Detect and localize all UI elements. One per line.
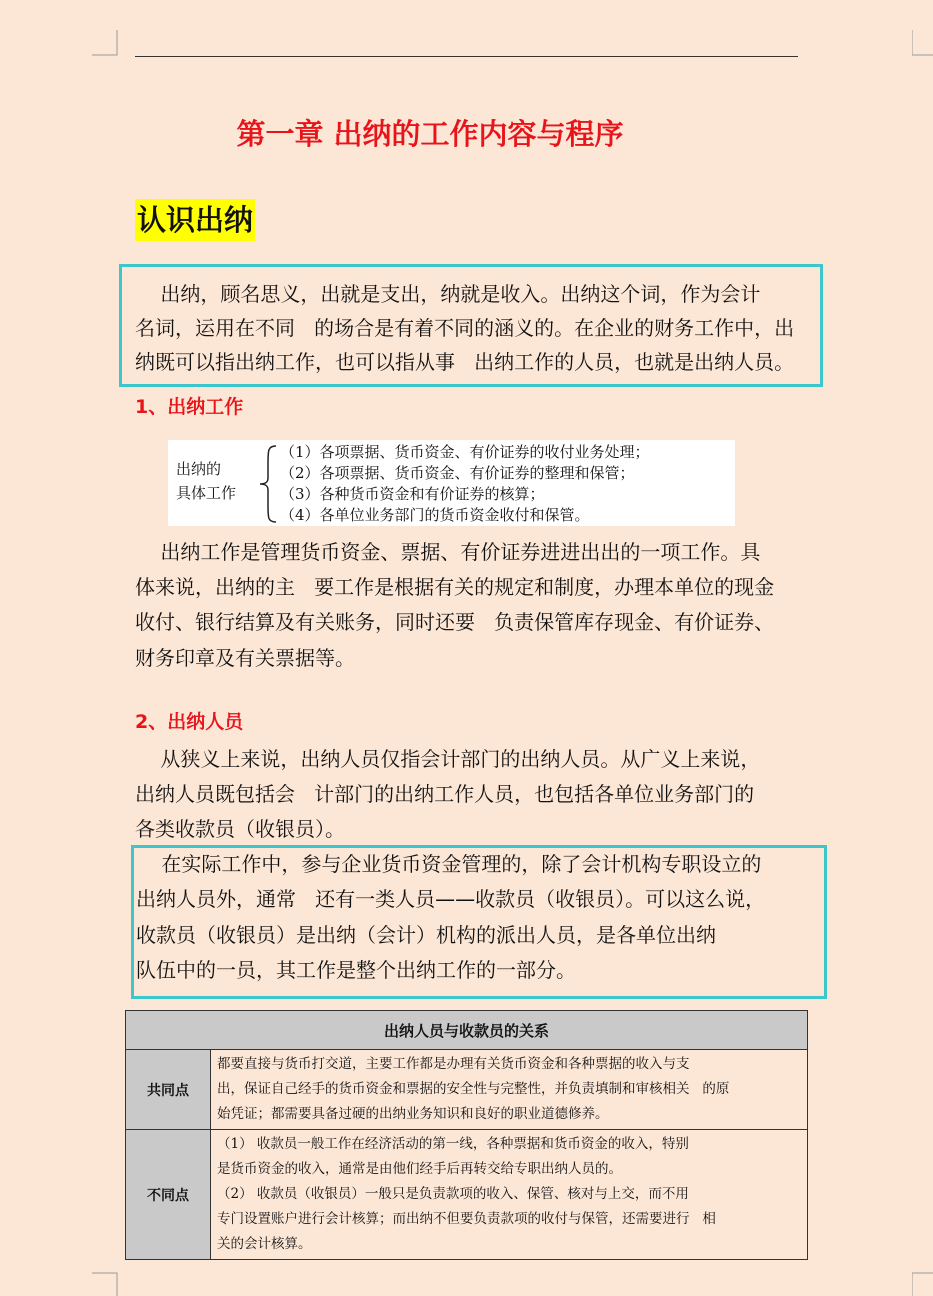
cell-line: 都要直接与货币打交道，主要工作都是办理有关货币资金和各种票据的收入与支 — [217, 1056, 690, 1072]
figure-item: （1）各项票据、货币资金、有价证券的收付业务处理； — [280, 443, 650, 461]
corner-mark-icon — [92, 1272, 118, 1296]
paragraph-line: 各类收款员（收银员）。 — [135, 817, 345, 841]
intro-line: 名词，运用在不同 的场合是有着不同的涵义的。在企业的财务工作中，出 — [135, 316, 795, 340]
cell-line: 始凭证；都需要具备过硬的出纳业务知识和良好的职业道德修养。 — [217, 1106, 609, 1122]
row-label: 共同点 — [126, 1050, 211, 1130]
row-content — [211, 1130, 808, 1260]
table-header: 出纳人员与收款员的关系 — [126, 1011, 808, 1050]
table-row — [126, 1130, 808, 1260]
cell-line: （2） 收款员（收银员）一般只是负责款项的收入、保管、核对与上交，而不用 — [217, 1186, 689, 1202]
relationship-table — [125, 1010, 808, 1260]
brace-icon — [256, 444, 280, 524]
paragraph-line: 出纳工作是管理货币资金、票据、有价证券进进出出的一项工作。具 — [135, 540, 761, 564]
box-line: 在实际工作中，参与企业货币资金管理的，除了会计机构专职设立的 — [136, 852, 762, 876]
header-rule — [135, 56, 798, 57]
box-line: 出纳人员外，通常 还有一类人员——收款员（收银员）。可以这么说， — [136, 887, 766, 911]
cell-line: 专门设置账户进行会计核算；而出纳不但要负责款项的收付与保管，还需要进行 相 — [217, 1211, 716, 1227]
heading-cashier-work: 1、出纳工作 — [135, 396, 244, 418]
intro-line: 纳既可以指出纳工作，也可以指从事 出纳工作的人员，也就是出纳人员。 — [135, 350, 795, 374]
cell-line: （1） 收款员一般工作在经济活动的第一线，各种票据和货币资金的收入，特别 — [217, 1136, 689, 1152]
row-content — [211, 1050, 808, 1130]
figure-label: 具体工作 — [176, 484, 237, 502]
corner-mark-icon — [92, 30, 118, 56]
row-label: 不同点 — [126, 1130, 211, 1260]
figure-item: （2）各项票据、货币资金、有价证券的整理和保管； — [280, 464, 635, 482]
corner-mark-icon — [912, 1272, 933, 1296]
cashier-duties-figure — [168, 440, 735, 526]
paragraph-line: 财务印章及有关票据等。 — [135, 646, 355, 670]
figure-label: 出纳的 — [176, 460, 222, 478]
figure-item: （4）各单位业务部门的货币资金收付和保管。 — [280, 506, 590, 524]
box-line: 队伍中的一员，其工作是整个出纳工作的一部分。 — [136, 958, 576, 982]
figure-item: （3）各种货币资金和有价证券的核算； — [280, 485, 545, 503]
paragraph-line: 从狭义上来说，出纳人员仅指会计部门的出纳人员。从广义上来说， — [135, 747, 761, 771]
cell-line: 出，保证自己经手的货币资金和票据的安全性与完整性，并负责填制和审核相关 的原 — [217, 1081, 730, 1097]
table-row — [126, 1050, 808, 1130]
corner-mark-icon — [912, 30, 933, 56]
paragraph-line: 出纳人员既包括会 计部门的出纳工作人员，也包括各单位业务部门的 — [135, 782, 755, 806]
box-line: 收款员（收银员）是出纳（会计）机构的派出人员，是各单位出纳 — [136, 923, 716, 947]
heading-cashier-staff: 2、出纳人员 — [135, 711, 244, 733]
cell-line: 关的会计核算。 — [217, 1236, 312, 1252]
intro-line: 出纳，顾名思义，出就是支出，纳就是收入。出纳这个词，作为会计 — [135, 282, 761, 306]
chapter-title: 第一章 出纳的工作内容与程序 — [236, 117, 624, 151]
cell-line: 是货币资金的收入，通常是由他们经手后再转交给专职出纳人员的。 — [217, 1161, 622, 1177]
section-title: 认识出纳 — [135, 199, 255, 241]
paragraph-line: 收付、银行结算及有关账务，同时还要 负责保管库存现金、有价证券、 — [135, 610, 775, 634]
paragraph-line: 体来说，出纳的主 要工作是根据有关的规定和制度，办理本单位的现金 — [135, 575, 775, 599]
